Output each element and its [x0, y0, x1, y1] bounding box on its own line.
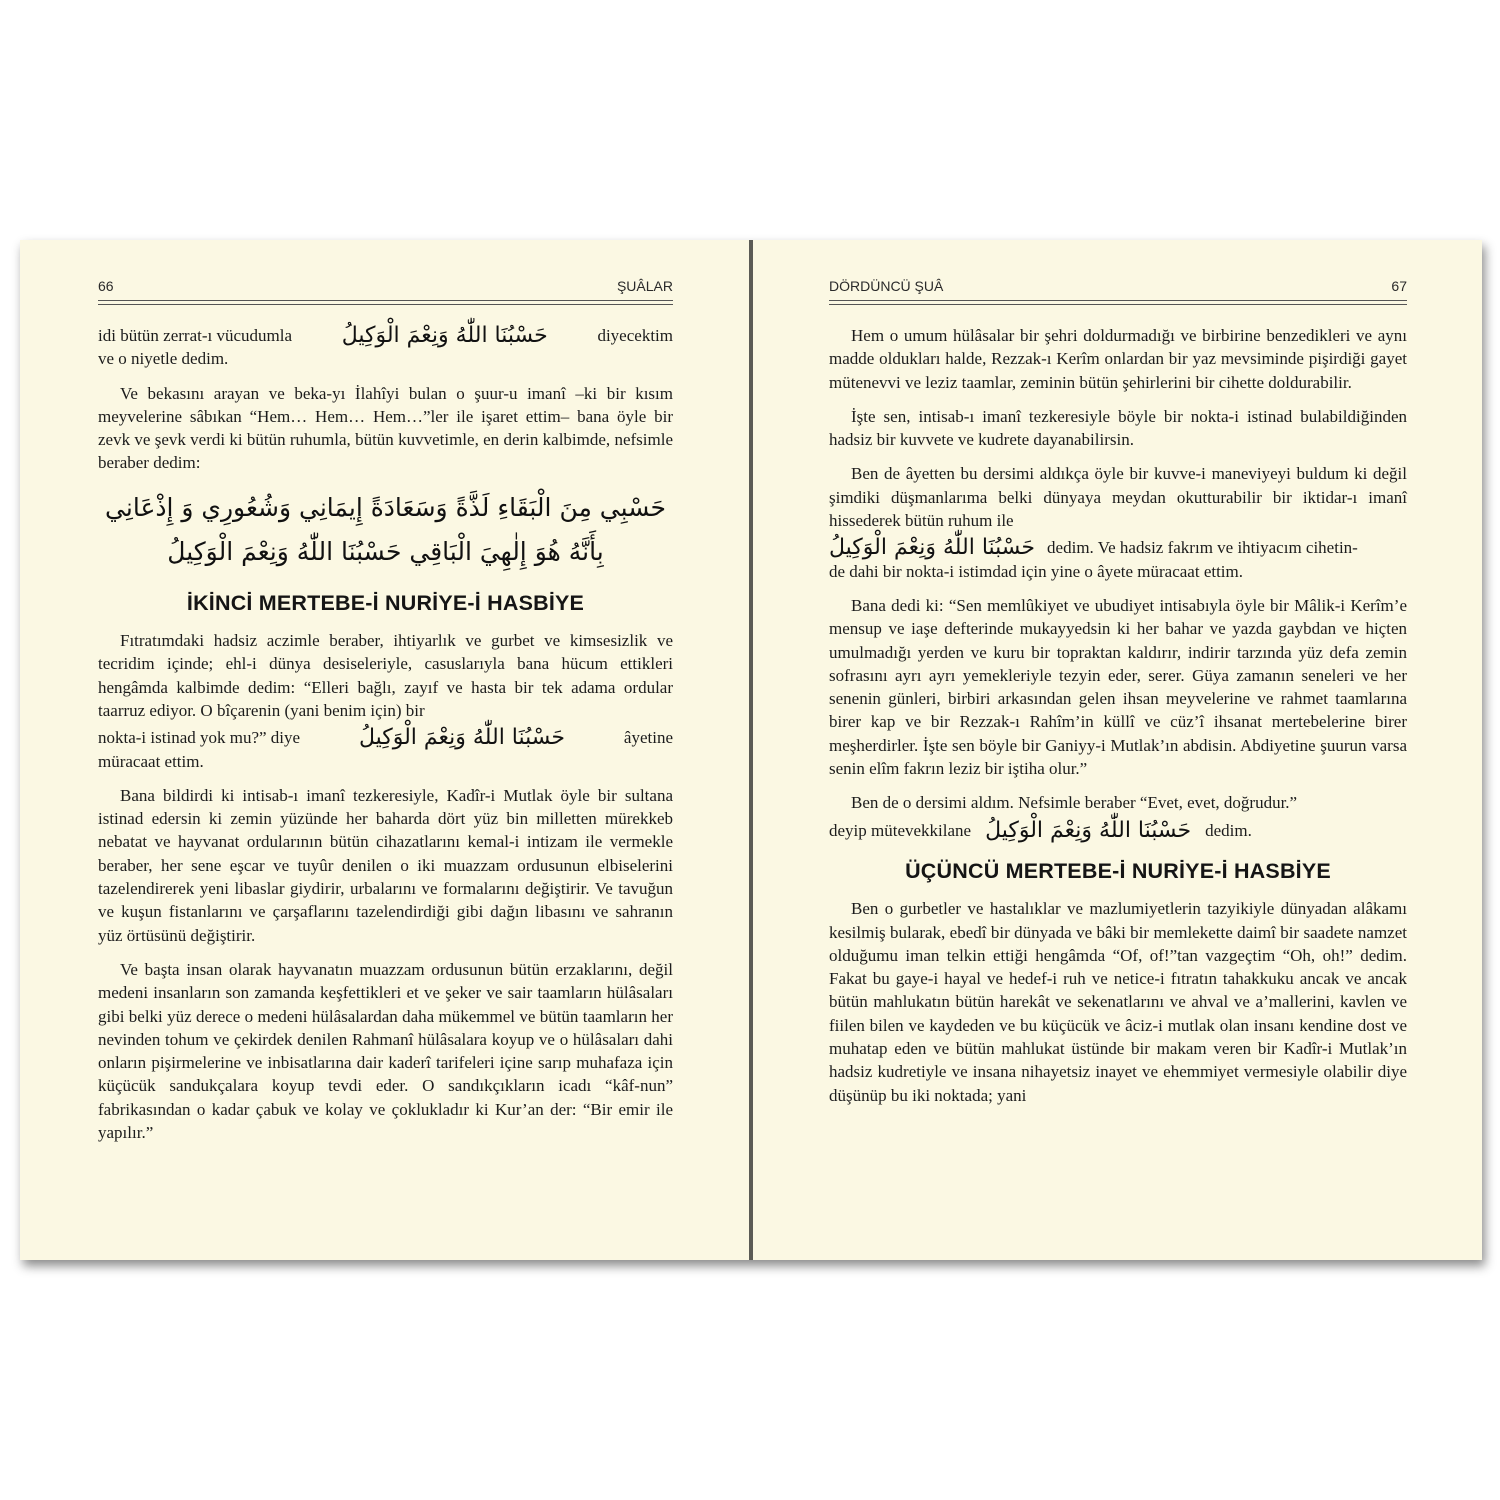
right-running-head: [829, 278, 1407, 300]
arabic-verse-block: [98, 486, 673, 574]
inline-verse-line: [829, 536, 1407, 559]
arabic-verse: حَسْبُنَا اللّٰهُ وَنِعْمَ الْوَكِيلُ: [829, 535, 1036, 561]
paragraph: Fıtratımdaki hadsiz aczimle beraber, ihtiyarlık ve gurbet ve kimsesizlik ve tecridim içinde; ehl-i dünya desiseleriyle, casuslarıyla bana hücum ettikleri hengâmda kalbimde dedim: “Elleri bağlı, zayıf ve hasta bir tek adama ordular taarruz ediyor. O bîçarenin (yani benim için) bir: [98, 631, 673, 720]
arabic-verse-line: حَسْبِي مِنَ الْبَقَاءِ لَذَّةً وَسَعَادَةً إِيمَانِي وَشُعُورِي وَ إِذْعَانِي: [105, 492, 666, 522]
chapter-title: DÖRDÜNCÜ ŞUÂ: [829, 278, 944, 294]
inline-verse-line: [98, 726, 673, 749]
paragraph: Ve bekasını arayan ve beka-yı İlahîyi bulan o şuur-u imanî –ki bir kısım meyvelerine sâbıkan “Hem… Hem… Hem…”ler ile işaret ettim– bana öyle bir zevk ve şevk verdi ki bütün ruhumla, bütün kuvvetimle, en derin kalbimde, nefsimle beraber dedim:: [98, 383, 673, 473]
paragraph: de dahi bir nokta-i istimdad için yine o âyete müracaat ettim.: [829, 561, 1244, 581]
section-heading: ÜÇÜNCÜ MERTEBE-İ NURİYE-İ HASBİYE: [905, 858, 1331, 883]
arabic-verse: حَسْبُنَا اللّٰهُ وَنِعْمَ الْوَكِيلُ: [341, 323, 548, 348]
paragraph: ve o niyetle dedim.: [98, 349, 229, 369]
book-title: ŞUÂLAR: [616, 278, 673, 294]
section-heading: İKİNCİ MERTEBE-İ NURİYE-İ HASBİYE: [186, 590, 585, 615]
paragraph: Bana bildirdi ki intisab-ı imanî tezkeresiyle, Kadîr-i Mutlak öyle bir sultana istinad edersin ki zemin yüzünde her baharda dört yüz bin milletten mürekkeb nebatat ve hayvanat ordularının bütün cihazatlarını kemal-i intizam ile vermekle beraber, her sene eşcar ve tuyûr denilen o iki muazzam ordusunun elbiselerini tazelendirerek yeni libaslar giydirir, urbalarını ve formalarını değiştirir. Ve tavuğun ve kuşun fistanlarını ve çarşaflarını tazelendirdiği gibi dağın libasını ve sahranın yüz örtüsünü değiştirir.: [98, 785, 673, 945]
paragraph: Ben de âyetten bu dersimi aldıkça öyle bir kuvve-i maneviyeyi buldum ki değil şimdiki düşmanlarıma belki dünyaya meydan okutturabilir bir iktidar-ı imanî hissederek bütün ruhum ile: [829, 464, 1407, 531]
line-text: idi bütün zerrat-ı vücudumla: [98, 326, 293, 345]
paragraph: müracaat ettim.: [98, 751, 204, 771]
right-page-body: [829, 324, 1407, 1118]
paragraph: Ben de o dersimi aldım. Nefsimle beraber “Evet, evet, doğrudur.”: [851, 793, 1298, 813]
line-text: dedim.: [1205, 820, 1252, 840]
left-page: [20, 240, 749, 1260]
line-text: dedim. Ve hadsiz fakrım ve ihtiyacım cihetin-: [1047, 538, 1358, 558]
paragraph: Ben o gurbetler ve hastalıklar ve mazlumiyetlerin tazyikiyle dünyadan alâkamı kesilmiş bularak, ebedî bir dünyada ve bâki bir memlekette daimî bir saadete namzet olduğumu iman telkin ettiği hengâmda “Of, of!”tan vazgeçtim “Oh, oh!” dedim. Fakat bu gaye-i hayal ve hedef-i ruh ve netice-i fıtratın tahakkuku ancak ve ancak bütün mahlukatın bütün harekât ve sekenatlarını ve ahval ve a’mallerini, kavlen ve fiilen bilen ve kaydeden ve bu küçücük ve âciz-i mutlak olan insanı kendine dost ve muhatap eden ve bütün mahlukat üstünde bir makam veren bir Kadîr-i Mutlak’ın hadsiz kudretiyle ve insana nihayetsiz inayet ve ehemmiyet vermesiyle olabilir diye düşünüp bu iki noktada; yani: [829, 899, 1407, 1105]
book-spread: [20, 240, 1482, 1260]
inline-verse-line: [98, 324, 673, 347]
inline-verse-line: [829, 819, 1407, 842]
arabic-verse-line: بِأَنَّهُ هُوَ إِلٰهِيَ الْبَاقِي حَسْبُنَا اللّٰهُ وَنِعْمَ الْوَكِيلُ: [167, 536, 604, 566]
line-text: nokta-i istinad yok mu?” diye: [98, 728, 301, 748]
header-rule: [829, 300, 1407, 305]
paragraph: Hem o umum hülâsalar bir şehri doldurmadığı ve birbirine benzedikleri ve aynı madde oldukları halde, Rezzak-ı Kerîm onlardan bir yaz mevsiminde pişirdiği gayet mütenevvi ve leziz taamlar, zeminin bütün şehirlerini bir cihette doldurabilir.: [829, 326, 1407, 392]
line-text: diyecektim: [597, 326, 673, 345]
left-page-body: [98, 324, 673, 1155]
header-rule: [98, 300, 673, 305]
page-number: 66: [98, 278, 114, 294]
line-text: âyetine: [623, 728, 673, 748]
arabic-verse: حَسْبُنَا اللّٰهُ وَنِعْمَ الْوَكِيلُ: [985, 817, 1192, 843]
paragraph: Ve başta insan olarak hayvanatın muazzam ordusunun bütün erzaklarını, değil medeni insanların son zamanda keşfettikleri et ve şeker ve sair taamların hülâsaları gibi belki yüz derece o medeni hülâsalardan daha mükemmel ve bütün taamların her nevinden tohum ve çekirdek denilen Rahmanî hülâsalara koyup ve o hülâsaları dahi onların pişirmelerine ve inbisatlarına dair kaderî tarifeleri içine sarıp muhafaza için küçücük sandukçalara koyup tevdi eder. O sandıkçıkların icadı “kâf-nun” fabrikasından o kadar çabuk ve kolay ve çoklukladır ki Kur’an der: “Bir emir ile yapılır.”: [98, 959, 673, 1143]
line-text: deyip mütevekkilane: [829, 820, 972, 840]
left-running-head: [98, 278, 673, 300]
paragraph: Bana dedi ki: “Sen memlûkiyet ve ubudiyet intisabıyla öyle bir Mâlik-i Kerîm’e mensup ve iaşe defterinde mukayyedsin ki her bahar ve yazda gaybdan ve hiçten umulmadığı yerden ve kuru bir topraktan kaldırır, indirir tarzında yüz defa zemin sofrasını ayrı ayrı yemekleriyle tezyin eder, serer. Güya zamanın seneleri ve her senenin günleri, birbiri arkasından gelen ihsan meyvelerine ve rahmet taamlarına birer kap ve bir Rezzak-ı Rahîm’in küllî ve cüz’î ihsanat mertebelerine birer meşherdirler. İşte sen böyle bir Ganiyy-i Mutlak’ın abdisin. Abdiyetine şuurun varsa senin elîm fakrın leziz bir iştiha olur.”: [829, 595, 1407, 779]
right-page: [753, 240, 1482, 1260]
page-number: 67: [1391, 278, 1407, 294]
paragraph: İşte sen, intisab-ı imanî tezkeresiyle böyle bir nokta-i istinad bulabildiğinden hadsiz bir kuvvete ve kudrete dayanabilirsin.: [829, 406, 1407, 450]
arabic-verse: حَسْبُنَا اللّٰهُ وَنِعْمَ الْوَكِيلُ: [358, 725, 566, 751]
